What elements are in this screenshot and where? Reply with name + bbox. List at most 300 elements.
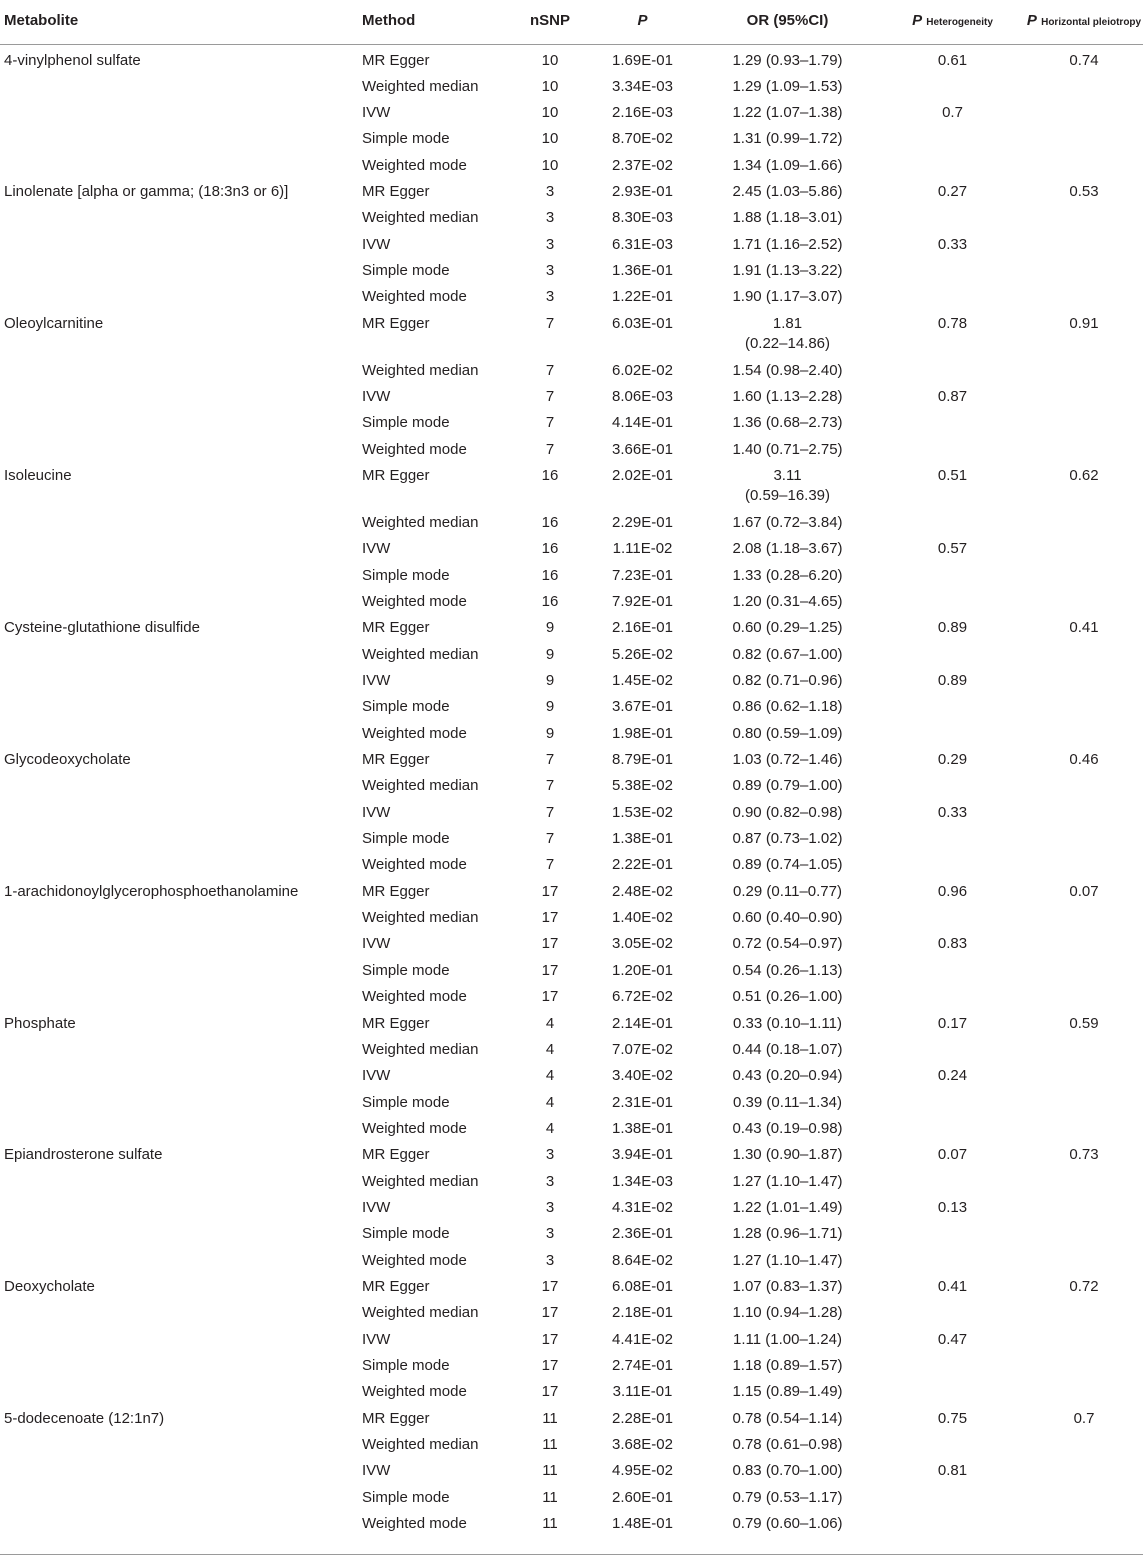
cell-metabolite: Cysteine-glutathione disulfide <box>4 619 200 637</box>
cell-metabolite: 1-arachidonoylglycerophosphoethanolamine <box>4 882 299 900</box>
cell-p-heterogeneity <box>880 1429 1025 1455</box>
cell-method: MR Egger <box>362 466 430 484</box>
cell-p-heterogeneity <box>880 691 1025 717</box>
cell-odds-ratio <box>695 1087 880 1113</box>
cell-nsnp: 10 <box>541 103 559 121</box>
cell-p-value: 2.93E-01 <box>612 182 673 200</box>
cell-metabolite <box>0 586 362 612</box>
cell-method: Weighted mode <box>362 988 467 1006</box>
table-row <box>0 150 1143 176</box>
header-row <box>0 0 1143 44</box>
header-p-hp-sub: Horizontal pleiotropy <box>1041 17 1142 28</box>
cell-p-heterogeneity <box>880 71 1025 97</box>
odds-ratio-value: 0.83 (0.70–1.00) <box>732 1462 843 1480</box>
cell-method: MR Egger <box>362 1146 430 1164</box>
cell-nsnp: 7 <box>545 361 555 379</box>
cell-metabolite <box>0 849 362 875</box>
odds-ratio-value: 1.07 (0.83–1.37) <box>732 1277 843 1295</box>
cell-odds-ratio <box>695 586 880 612</box>
cell-p-heterogeneity <box>880 1376 1025 1402</box>
cell-nsnp: 7 <box>545 856 555 874</box>
cell-metabolite <box>0 955 362 981</box>
cell-metabolite <box>0 1482 362 1508</box>
cell-p-heterogeneity: 0.81 <box>937 1462 968 1480</box>
cell-metabolite <box>0 1192 362 1218</box>
table-row <box>0 202 1143 228</box>
cell-odds-ratio <box>695 150 880 176</box>
cell-p-heterogeneity <box>880 1166 1025 1192</box>
table-row <box>0 876 1143 902</box>
cell-metabolite <box>0 1455 362 1481</box>
cell-nsnp: 3 <box>545 209 555 227</box>
table-row <box>0 1350 1143 1376</box>
cell-nsnp: 17 <box>541 988 559 1006</box>
odds-ratio-value: 0.89 (0.74–1.05) <box>732 856 843 874</box>
cell-method: Simple mode <box>362 566 450 584</box>
cell-metabolite <box>0 507 362 533</box>
cell-odds-ratio <box>695 176 880 202</box>
cell-method: Weighted median <box>362 361 479 379</box>
table-row <box>0 407 1143 433</box>
cell-odds-ratio <box>695 876 880 902</box>
cell-odds-ratio <box>695 665 880 691</box>
cell-p-horizontal-pleiotropy <box>1025 639 1143 665</box>
cell-odds-ratio <box>695 308 880 355</box>
cell-p-value: 3.67E-01 <box>612 698 673 716</box>
table-bottom-rule <box>0 1554 1143 1555</box>
cell-p-heterogeneity: 0.96 <box>937 882 968 900</box>
cell-method: Simple mode <box>362 1225 450 1243</box>
cell-nsnp: 17 <box>541 1356 559 1374</box>
table-row <box>0 1403 1143 1429</box>
cell-nsnp: 4 <box>545 1014 555 1032</box>
cell-p-horizontal-pleiotropy <box>1025 381 1143 407</box>
cell-metabolite: Linolenate [alpha or gamma; (18:3n3 or 6)] <box>4 182 289 200</box>
cell-p-horizontal-pleiotropy: 0.07 <box>1069 882 1099 900</box>
cell-p-heterogeneity <box>880 560 1025 586</box>
cell-p-horizontal-pleiotropy <box>1025 1376 1143 1402</box>
cell-metabolite: Deoxycholate <box>4 1277 95 1295</box>
cell-odds-ratio <box>695 902 880 928</box>
odds-ratio-value: 0.43 (0.20–0.94) <box>732 1067 843 1085</box>
cell-p-heterogeneity: 0.27 <box>937 182 968 200</box>
odds-ratio-value: 1.27 (1.10–1.47) <box>732 1172 843 1190</box>
cell-p-value: 2.14E-01 <box>612 1014 673 1032</box>
header-or: OR (95%CI) <box>695 0 880 44</box>
odds-ratio-value: 0.89 (0.79–1.00) <box>732 777 843 795</box>
cell-metabolite <box>0 533 362 559</box>
cell-p-horizontal-pleiotropy <box>1025 97 1143 123</box>
cell-p-horizontal-pleiotropy: 0.41 <box>1069 619 1099 637</box>
cell-p-heterogeneity <box>880 1218 1025 1244</box>
cell-metabolite <box>0 1429 362 1455</box>
cell-p-heterogeneity: 0.07 <box>937 1146 968 1164</box>
cell-p-horizontal-pleiotropy <box>1025 1350 1143 1376</box>
cell-p-value: 3.34E-03 <box>612 77 673 95</box>
odds-ratio-value: 0.39 (0.11–1.34) <box>733 1093 842 1111</box>
table-row <box>0 1034 1143 1060</box>
cell-p-horizontal-pleiotropy: 0.62 <box>1069 466 1099 484</box>
cell-p-heterogeneity <box>880 823 1025 849</box>
cell-odds-ratio <box>695 1192 880 1218</box>
cell-nsnp: 9 <box>545 698 555 716</box>
odds-ratio-value: 1.30 (0.90–1.87) <box>732 1146 843 1164</box>
cell-nsnp: 16 <box>541 566 559 584</box>
cell-p-horizontal-pleiotropy <box>1025 1113 1143 1139</box>
odds-ratio-value: 1.27 (1.10–1.47) <box>732 1251 843 1269</box>
cell-p-heterogeneity: 0.33 <box>937 803 968 821</box>
cell-metabolite <box>0 1034 362 1060</box>
cell-method: MR Egger <box>362 1277 430 1295</box>
cell-method: Weighted mode <box>362 288 467 306</box>
cell-odds-ratio <box>695 770 880 796</box>
cell-p-heterogeneity <box>880 1297 1025 1323</box>
cell-p-horizontal-pleiotropy <box>1025 434 1143 460</box>
cell-method: Weighted median <box>362 645 479 663</box>
cell-metabolite <box>0 407 362 433</box>
odds-ratio-value: 0.54 (0.26–1.13) <box>732 961 843 979</box>
cell-p-horizontal-pleiotropy: 0.91 <box>1069 314 1099 332</box>
odds-ratio-value: 1.31 (0.99–1.72) <box>732 130 843 148</box>
cell-method: IVW <box>362 672 391 690</box>
cell-p-value: 1.53E-02 <box>612 803 673 821</box>
cell-nsnp: 17 <box>541 1304 559 1322</box>
cell-p-heterogeneity <box>880 1482 1025 1508</box>
cell-method: MR Egger <box>362 182 430 200</box>
cell-nsnp: 3 <box>545 1198 555 1216</box>
cell-method: MR Egger <box>362 1014 430 1032</box>
cell-nsnp: 10 <box>541 77 559 95</box>
table-row <box>0 823 1143 849</box>
cell-p-horizontal-pleiotropy <box>1025 1482 1143 1508</box>
cell-metabolite <box>0 71 362 97</box>
cell-odds-ratio <box>695 718 880 744</box>
odds-ratio-value: 1.36 (0.68–2.73) <box>732 414 843 432</box>
table-row <box>0 928 1143 954</box>
cell-p-horizontal-pleiotropy <box>1025 255 1143 281</box>
cell-p-value: 3.11E-01 <box>612 1383 673 1401</box>
cell-p-heterogeneity <box>880 1508 1025 1534</box>
cell-odds-ratio <box>695 460 880 507</box>
cell-p-horizontal-pleiotropy <box>1025 955 1143 981</box>
header-metabolite: Metabolite <box>0 0 362 44</box>
cell-p-value: 2.18E-01 <box>612 1304 673 1322</box>
cell-odds-ratio <box>695 1297 880 1323</box>
cell-metabolite <box>0 281 362 307</box>
table-row <box>0 612 1143 638</box>
cell-nsnp: 11 <box>542 1462 558 1480</box>
cell-method: IVW <box>362 1330 391 1348</box>
cell-odds-ratio <box>695 1271 880 1297</box>
cell-metabolite <box>0 718 362 744</box>
cell-method: MR Egger <box>362 314 430 332</box>
table-row <box>0 691 1143 717</box>
cell-p-horizontal-pleiotropy <box>1025 407 1143 433</box>
cell-p-value: 2.37E-02 <box>612 156 673 174</box>
cell-p-heterogeneity <box>880 281 1025 307</box>
cell-p-value: 4.95E-02 <box>612 1462 673 1480</box>
cell-odds-ratio <box>695 1113 880 1139</box>
cell-odds-ratio <box>695 1508 880 1534</box>
table-row <box>0 434 1143 460</box>
cell-nsnp: 7 <box>545 777 555 795</box>
cell-method: Simple mode <box>362 1356 450 1374</box>
cell-nsnp: 17 <box>541 882 559 900</box>
cell-metabolite <box>0 1324 362 1350</box>
table-row <box>0 176 1143 202</box>
cell-odds-ratio <box>695 1034 880 1060</box>
cell-p-heterogeneity <box>880 1245 1025 1271</box>
cell-odds-ratio <box>695 1139 880 1165</box>
cell-p-horizontal-pleiotropy <box>1025 849 1143 875</box>
cell-nsnp: 17 <box>541 1383 559 1401</box>
cell-nsnp: 9 <box>545 645 555 663</box>
cell-method: Weighted median <box>362 1172 479 1190</box>
cell-p-horizontal-pleiotropy <box>1025 665 1143 691</box>
cell-nsnp: 17 <box>541 909 559 927</box>
cell-odds-ratio <box>695 255 880 281</box>
cell-odds-ratio <box>695 560 880 586</box>
cell-p-horizontal-pleiotropy: 0.53 <box>1069 182 1099 200</box>
cell-p-heterogeneity: 0.24 <box>937 1067 968 1085</box>
cell-p-horizontal-pleiotropy <box>1025 355 1143 381</box>
table-row <box>0 97 1143 123</box>
cell-p-value: 2.02E-01 <box>612 466 673 484</box>
cell-method: MR Egger <box>362 1409 430 1427</box>
cell-p-heterogeneity <box>880 955 1025 981</box>
cell-nsnp: 3 <box>545 182 555 200</box>
cell-nsnp: 10 <box>541 156 559 174</box>
cell-nsnp: 11 <box>542 1488 558 1506</box>
cell-metabolite <box>0 560 362 586</box>
cell-p-horizontal-pleiotropy: 0.74 <box>1069 51 1099 69</box>
table-row <box>0 1060 1143 1086</box>
cell-metabolite <box>0 639 362 665</box>
cell-odds-ratio <box>695 744 880 770</box>
table-row <box>0 1218 1143 1244</box>
cell-p-value: 4.31E-02 <box>612 1198 673 1216</box>
odds-ratio-value: 1.29 (1.09–1.53) <box>732 77 843 95</box>
cell-p-heterogeneity: 0.89 <box>937 619 968 637</box>
cell-p-value: 8.06E-03 <box>612 387 673 405</box>
cell-p-value: 1.38E-01 <box>612 830 673 848</box>
odds-ratio-value: 1.40 (0.71–2.75) <box>732 440 843 458</box>
cell-p-value: 1.38E-01 <box>612 1119 673 1137</box>
table-row <box>0 665 1143 691</box>
cell-method: Simple mode <box>362 130 450 148</box>
cell-method: Simple mode <box>362 1488 450 1506</box>
cell-nsnp: 7 <box>545 803 555 821</box>
table-row <box>0 1376 1143 1402</box>
cell-method: Weighted median <box>362 77 479 95</box>
table-row <box>0 981 1143 1007</box>
cell-p-value: 8.30E-03 <box>612 209 673 227</box>
cell-p-value: 6.08E-01 <box>612 1277 673 1295</box>
cell-p-heterogeneity <box>880 981 1025 1007</box>
cell-method: Weighted mode <box>362 724 467 742</box>
cell-p-value: 3.94E-01 <box>612 1146 673 1164</box>
cell-method: Weighted median <box>362 909 479 927</box>
cell-nsnp: 7 <box>545 830 555 848</box>
cell-p-value: 1.48E-01 <box>612 1515 673 1533</box>
cell-p-value: 8.70E-02 <box>612 130 673 148</box>
cell-metabolite <box>0 355 362 381</box>
cell-odds-ratio <box>695 1166 880 1192</box>
table-body <box>0 44 1143 1534</box>
odds-ratio-value: 0.29 (0.11–0.77) <box>733 882 842 900</box>
cell-p-heterogeneity <box>880 1087 1025 1113</box>
cell-odds-ratio <box>695 1245 880 1271</box>
cell-nsnp: 7 <box>545 414 555 432</box>
cell-p-value: 6.03E-01 <box>612 314 673 332</box>
cell-method: Weighted mode <box>362 1515 467 1533</box>
cell-p-heterogeneity: 0.13 <box>937 1198 968 1216</box>
table-row <box>0 1192 1143 1218</box>
cell-p-heterogeneity: 0.78 <box>937 314 968 332</box>
table-row <box>0 770 1143 796</box>
cell-nsnp: 7 <box>545 314 555 332</box>
cell-odds-ratio <box>695 407 880 433</box>
table-row <box>0 229 1143 255</box>
cell-p-heterogeneity <box>880 770 1025 796</box>
cell-nsnp: 3 <box>545 235 555 253</box>
cell-method: Weighted mode <box>362 440 467 458</box>
cell-metabolite: Oleoylcarnitine <box>4 314 104 332</box>
cell-metabolite <box>0 1087 362 1113</box>
cell-p-heterogeneity <box>880 150 1025 176</box>
cell-odds-ratio <box>695 612 880 638</box>
header-p-label: P <box>637 12 648 29</box>
cell-nsnp: 17 <box>541 1277 559 1295</box>
cell-method: IVW <box>362 1462 391 1480</box>
cell-method: Weighted mode <box>362 156 467 174</box>
odds-ratio-value: 0.78 (0.61–0.98) <box>732 1436 843 1453</box>
cell-p-heterogeneity: 0.41 <box>937 1277 968 1295</box>
cell-method: IVW <box>362 935 391 953</box>
table-row <box>0 1324 1143 1350</box>
odds-ratio-value: 1.88 (1.18–3.01) <box>732 209 843 227</box>
odds-ratio-value: 0.33 (0.10–1.11) <box>733 1014 842 1032</box>
cell-odds-ratio <box>695 97 880 123</box>
odds-ratio-value: 1.60 (1.13–2.28) <box>732 387 843 405</box>
cell-p-horizontal-pleiotropy: 0.7 <box>1073 1409 1095 1427</box>
cell-odds-ratio <box>695 1455 880 1481</box>
cell-p-horizontal-pleiotropy <box>1025 1218 1143 1244</box>
cell-metabolite <box>0 1350 362 1376</box>
cell-p-heterogeneity: 0.33 <box>937 235 968 253</box>
cell-metabolite <box>0 1113 362 1139</box>
cell-odds-ratio <box>695 1324 880 1350</box>
cell-p-heterogeneity <box>880 255 1025 281</box>
cell-p-heterogeneity: 0.89 <box>937 672 968 690</box>
cell-odds-ratio <box>695 434 880 460</box>
odds-ratio-value: 0.86 (0.62–1.18) <box>732 698 843 716</box>
table-row <box>0 381 1143 407</box>
cell-odds-ratio <box>695 71 880 97</box>
cell-nsnp: 3 <box>545 1172 555 1190</box>
cell-p-heterogeneity <box>880 1350 1025 1376</box>
cell-metabolite <box>0 823 362 849</box>
table-row <box>0 1008 1143 1034</box>
cell-nsnp: 3 <box>545 288 555 306</box>
cell-p-value: 1.11E-02 <box>612 540 673 558</box>
cell-odds-ratio <box>695 44 880 71</box>
cell-metabolite <box>0 123 362 149</box>
cell-p-value: 1.40E-02 <box>612 909 673 927</box>
cell-method: IVW <box>362 103 391 121</box>
cell-p-heterogeneity <box>880 202 1025 228</box>
cell-p-heterogeneity: 0.87 <box>937 387 968 405</box>
cell-odds-ratio <box>695 281 880 307</box>
cell-p-value: 1.22E-01 <box>612 288 673 306</box>
cell-p-horizontal-pleiotropy <box>1025 281 1143 307</box>
cell-method: Weighted median <box>362 1436 479 1453</box>
cell-nsnp: 3 <box>545 1225 555 1243</box>
cell-p-heterogeneity <box>880 1113 1025 1139</box>
cell-metabolite <box>0 902 362 928</box>
cell-p-heterogeneity: 0.7 <box>942 103 963 121</box>
header-nsnp: nSNP <box>510 0 590 44</box>
cell-p-value: 2.28E-01 <box>612 1409 673 1427</box>
cell-nsnp: 10 <box>541 51 559 69</box>
cell-nsnp: 3 <box>545 261 555 279</box>
cell-p-horizontal-pleiotropy <box>1025 123 1143 149</box>
cell-metabolite <box>0 1166 362 1192</box>
odds-ratio-value: 1.18 (0.89–1.57) <box>732 1356 843 1374</box>
table-row <box>0 1271 1143 1297</box>
cell-nsnp: 11 <box>542 1409 558 1427</box>
cell-nsnp: 9 <box>545 724 555 742</box>
cell-odds-ratio <box>695 1218 880 1244</box>
table-row <box>0 955 1143 981</box>
table-row <box>0 1508 1143 1534</box>
cell-metabolite <box>0 1218 362 1244</box>
cell-nsnp: 4 <box>545 1093 555 1111</box>
cell-p-horizontal-pleiotropy <box>1025 150 1143 176</box>
cell-p-value: 4.14E-01 <box>612 414 673 432</box>
cell-method: MR Egger <box>362 51 430 69</box>
cell-method: Weighted median <box>362 1304 479 1322</box>
cell-metabolite: Isoleucine <box>4 466 72 484</box>
cell-odds-ratio <box>695 1403 880 1429</box>
odds-ratio-value: 0.44 (0.18–1.07) <box>732 1040 843 1058</box>
odds-ratio-value: 1.20 (0.31–4.65) <box>732 593 843 610</box>
cell-metabolite <box>0 229 362 255</box>
cell-metabolite <box>0 434 362 460</box>
cell-p-value: 7.07E-02 <box>612 1040 673 1058</box>
cell-p-horizontal-pleiotropy <box>1025 1455 1143 1481</box>
cell-method: Weighted median <box>362 209 479 227</box>
odds-ratio-value: 0.87 (0.73–1.02) <box>732 830 843 848</box>
cell-metabolite: Phosphate <box>4 1014 76 1032</box>
odds-ratio-value: 0.78 (0.54–1.14) <box>732 1409 843 1427</box>
cell-odds-ratio <box>695 823 880 849</box>
cell-metabolite <box>0 255 362 281</box>
cell-nsnp: 17 <box>541 1330 559 1348</box>
cell-nsnp: 4 <box>545 1067 555 1085</box>
cell-method: Simple mode <box>362 961 450 979</box>
cell-nsnp: 7 <box>545 751 555 769</box>
cell-p-value: 1.69E-01 <box>612 51 673 69</box>
cell-p-horizontal-pleiotropy <box>1025 560 1143 586</box>
odds-ratio-value: 2.08 (1.18–3.67) <box>732 540 843 558</box>
cell-p-horizontal-pleiotropy <box>1025 1297 1143 1323</box>
table-row <box>0 460 1143 507</box>
odds-ratio-value: 0.82 (0.67–1.00) <box>732 645 843 663</box>
cell-nsnp: 16 <box>541 540 559 558</box>
cell-metabolite <box>0 150 362 176</box>
cell-odds-ratio <box>695 229 880 255</box>
